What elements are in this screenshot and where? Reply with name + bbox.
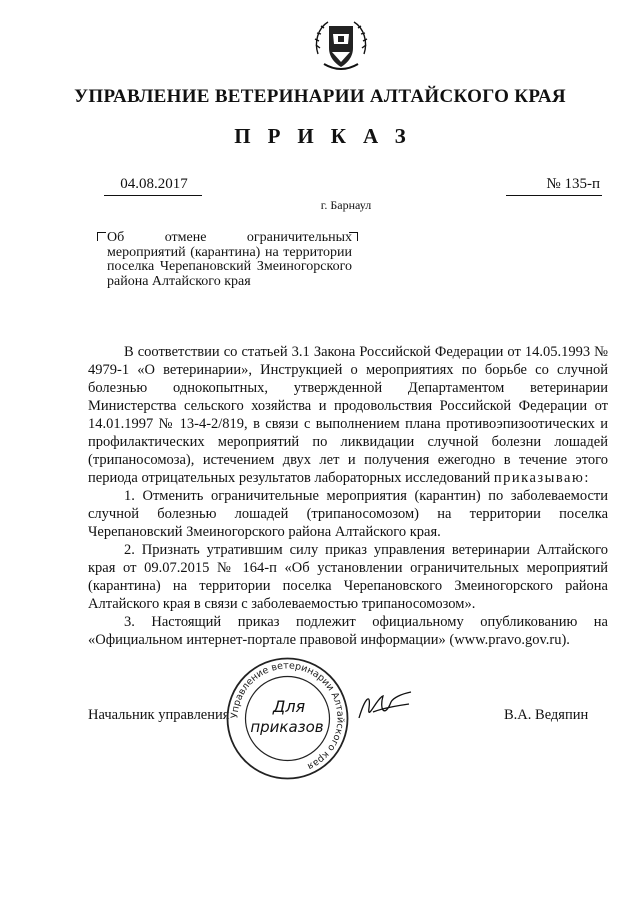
number-underline: [506, 195, 602, 196]
stamp-center-line-2: приказов: [250, 718, 324, 736]
date-underline: [104, 195, 202, 196]
organization-name: УПРАВЛЕНИЕ ВЕТЕРИНАРИИ АЛТАЙСКОГО КРАЯ: [74, 86, 566, 107]
document-date: 04.08.2017: [120, 176, 188, 192]
body-intro-text: В соответствии со статьей 3.1 Закона Российской Федерации от 14.05.1993 № 4979-1 «О ветеринарии», Инструкцией о мероприятиях по борьбе со случной болезнью однокопытных, утвержденной Департаментом ветеринарии Министерства сельского хозяйства и продовольствия Российской Федерации от 14.01.1997 № 13-4-2/819, в связи с выполнением плана противоэпизоотических и профилактических мероприятий по ликвидации случной болезни лошадей (трипаносомоза), истечением двух лет и получения ежегодно в течение этого периода отрицательных результатов лабораторных исследований: [88, 344, 608, 486]
body-item-1: 1. Отменить ограничительные мероприятия (карантин) по заболеваемости случной болезнью лошадей (трипаносомозом) на территории поселка Черепановский Змеиногорского района Алтайского края.: [88, 488, 608, 540]
body-intro-keyword: приказываю:: [493, 470, 590, 486]
signature-name: В.А. Ведяпин: [504, 707, 589, 723]
handwritten-signature: [355, 688, 415, 728]
body-item-2: 2. Признать утратившим силу приказ управления ветеринарии Алтайского края от 09.07.2015 № 164-п «Об установлении ограничительных мероприятий (карантина) на территории поселка Черепановского Змеиногорского района Алтайского края в связи с заболеваемостью трипаносомозом».: [88, 542, 608, 612]
stamp-ring-text: Управление ветеринарии Алтайского края: [229, 660, 346, 772]
body-intro: [88, 343, 608, 487]
document-body: [88, 343, 608, 649]
document-type: ПРИКАЗ: [234, 124, 423, 148]
document-subject: Об отмене ограничительных мероприятий (карантина) на территории поселка Черепановский Змеиногорского района Алтайского края: [107, 230, 352, 289]
document-number: № 135-п: [546, 176, 600, 192]
coat-of-arms-icon: [310, 14, 372, 76]
subject-bracket-left: [97, 232, 106, 241]
official-stamp: [225, 656, 350, 781]
body-item-3: 3. Настоящий приказ подлежит официальному опубликованию на «Официальном интернет-портале правовой информации» (www.pravo.gov.ru).: [88, 614, 608, 648]
document-city: г. Барнаул: [320, 198, 372, 212]
stamp-center-line-1: Для: [272, 697, 306, 716]
signature-title: Начальник управления: [88, 707, 230, 723]
